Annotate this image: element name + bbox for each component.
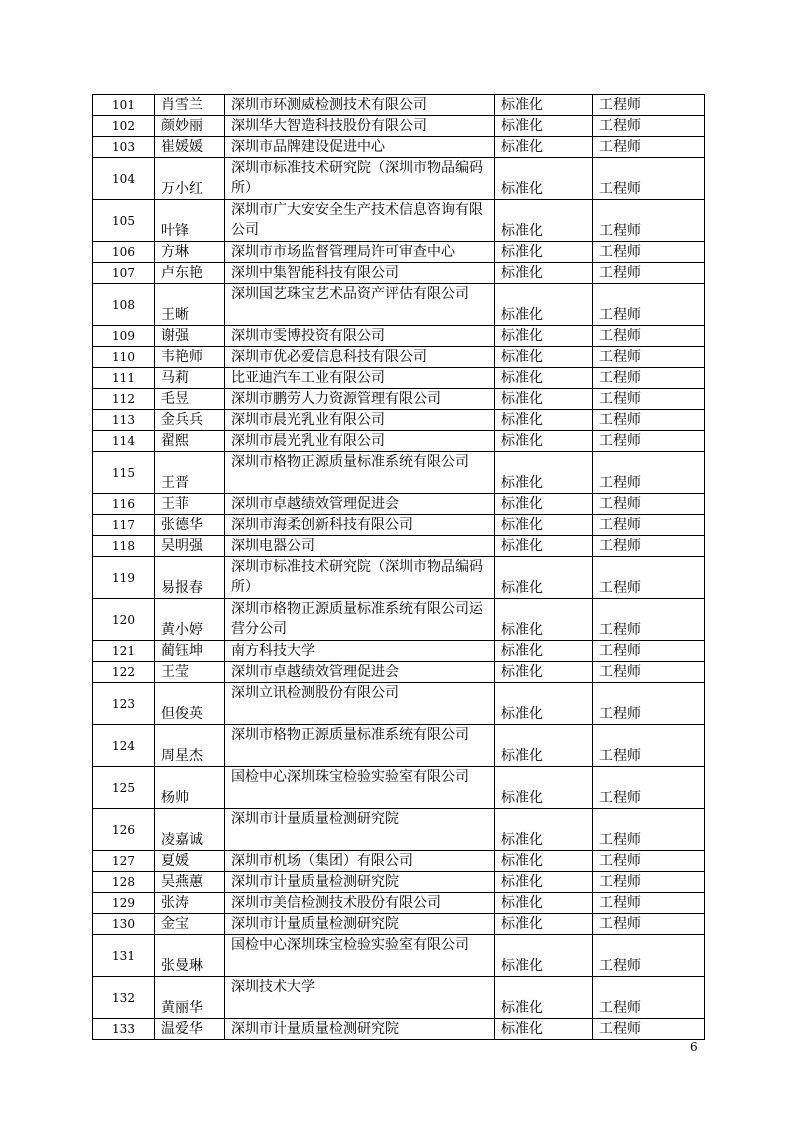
table-row bbox=[93, 431, 705, 452]
job-title: 工程师 bbox=[593, 284, 705, 326]
organization: 深圳市晨光乳业有限公司 bbox=[225, 431, 495, 452]
job-title: 工程师 bbox=[593, 536, 705, 557]
organization: 深圳电器公司 bbox=[225, 536, 495, 557]
job-title: 工程师 bbox=[593, 494, 705, 515]
job-title: 工程师 bbox=[593, 263, 705, 284]
job-title: 工程师 bbox=[593, 389, 705, 410]
person-name: 张涛 bbox=[155, 893, 225, 914]
row-number: 118 bbox=[93, 536, 155, 557]
person-name: 吴燕蕙 bbox=[155, 872, 225, 893]
job-title: 工程师 bbox=[593, 557, 705, 599]
specialty: 标准化 bbox=[495, 977, 593, 1019]
specialty: 标准化 bbox=[495, 599, 593, 641]
specialty: 标准化 bbox=[495, 641, 593, 662]
specialty: 标准化 bbox=[495, 137, 593, 158]
roster-body bbox=[93, 95, 705, 1040]
row-number: 104 bbox=[93, 158, 155, 200]
organization: 深圳中集智能科技有限公司 bbox=[225, 263, 495, 284]
person-name: 翟熙 bbox=[155, 431, 225, 452]
row-number: 103 bbox=[93, 137, 155, 158]
person-name: 王晋 bbox=[155, 452, 225, 494]
specialty: 标准化 bbox=[495, 1019, 593, 1040]
organization: 深圳市环测威检测技术有限公司 bbox=[225, 95, 495, 116]
job-title: 工程师 bbox=[593, 368, 705, 389]
organization: 深圳市晨光乳业有限公司 bbox=[225, 410, 495, 431]
table-row bbox=[93, 893, 705, 914]
table-row bbox=[93, 284, 705, 326]
person-name: 崔媛媛 bbox=[155, 137, 225, 158]
table-row bbox=[93, 137, 705, 158]
row-number: 110 bbox=[93, 347, 155, 368]
table-row bbox=[93, 557, 705, 599]
person-name: 谢强 bbox=[155, 326, 225, 347]
organization: 深圳市广大安安全生产技术信息咨询有限公司 bbox=[225, 200, 495, 242]
organization: 深圳市海柔创新科技有限公司 bbox=[225, 515, 495, 536]
job-title: 工程师 bbox=[593, 914, 705, 935]
organization: 国检中心深圳珠宝检验实验室有限公司 bbox=[225, 767, 495, 809]
specialty: 标准化 bbox=[495, 116, 593, 137]
person-name: 王莹 bbox=[155, 662, 225, 683]
row-number: 120 bbox=[93, 599, 155, 641]
organization: 比亚迪汽车工业有限公司 bbox=[225, 368, 495, 389]
person-name: 卢东艳 bbox=[155, 263, 225, 284]
specialty: 标准化 bbox=[495, 452, 593, 494]
table-row bbox=[93, 914, 705, 935]
person-name: 毛昱 bbox=[155, 389, 225, 410]
person-name: 王菲 bbox=[155, 494, 225, 515]
person-name: 马莉 bbox=[155, 368, 225, 389]
specialty: 标准化 bbox=[495, 536, 593, 557]
row-number: 131 bbox=[93, 935, 155, 977]
specialty: 标准化 bbox=[495, 767, 593, 809]
specialty: 标准化 bbox=[495, 242, 593, 263]
specialty: 标准化 bbox=[495, 347, 593, 368]
organization: 深圳市鹏劳人力资源管理有限公司 bbox=[225, 389, 495, 410]
specialty: 标准化 bbox=[495, 431, 593, 452]
table-row bbox=[93, 389, 705, 410]
table-row bbox=[93, 368, 705, 389]
organization: 深圳市计量质量检测研究院 bbox=[225, 914, 495, 935]
specialty: 标准化 bbox=[495, 851, 593, 872]
person-name: 杨帅 bbox=[155, 767, 225, 809]
table-row bbox=[93, 536, 705, 557]
row-number: 129 bbox=[93, 893, 155, 914]
table-row bbox=[93, 977, 705, 1019]
person-name: 夏媛 bbox=[155, 851, 225, 872]
table-row bbox=[93, 410, 705, 431]
table-row bbox=[93, 872, 705, 893]
organization: 南方科技大学 bbox=[225, 641, 495, 662]
job-title: 工程师 bbox=[593, 452, 705, 494]
specialty: 标准化 bbox=[495, 284, 593, 326]
job-title: 工程师 bbox=[593, 158, 705, 200]
organization: 深圳市标准技术研究院（深圳市物品编码所） bbox=[225, 557, 495, 599]
specialty: 标准化 bbox=[495, 158, 593, 200]
person-name: 黄丽华 bbox=[155, 977, 225, 1019]
specialty: 标准化 bbox=[495, 935, 593, 977]
job-title: 工程师 bbox=[593, 662, 705, 683]
job-title: 工程师 bbox=[593, 326, 705, 347]
table-row bbox=[93, 683, 705, 725]
row-number: 124 bbox=[93, 725, 155, 767]
specialty: 标准化 bbox=[495, 914, 593, 935]
job-title: 工程师 bbox=[593, 515, 705, 536]
person-name: 但俊英 bbox=[155, 683, 225, 725]
organization: 深圳市卓越绩效管理促进会 bbox=[225, 662, 495, 683]
job-title: 工程师 bbox=[593, 872, 705, 893]
table-row bbox=[93, 851, 705, 872]
job-title: 工程师 bbox=[593, 200, 705, 242]
job-title: 工程师 bbox=[593, 137, 705, 158]
row-number: 114 bbox=[93, 431, 155, 452]
table-row bbox=[93, 1019, 705, 1040]
table-row bbox=[93, 95, 705, 116]
table-row bbox=[93, 158, 705, 200]
job-title: 工程师 bbox=[593, 641, 705, 662]
row-number: 121 bbox=[93, 641, 155, 662]
job-title: 工程师 bbox=[593, 851, 705, 872]
table-row bbox=[93, 725, 705, 767]
row-number: 106 bbox=[93, 242, 155, 263]
job-title: 工程师 bbox=[593, 683, 705, 725]
row-number: 109 bbox=[93, 326, 155, 347]
table-row bbox=[93, 641, 705, 662]
table-row bbox=[93, 809, 705, 851]
row-number: 111 bbox=[93, 368, 155, 389]
specialty: 标准化 bbox=[495, 326, 593, 347]
person-name: 肖雪兰 bbox=[155, 95, 225, 116]
person-name: 金兵兵 bbox=[155, 410, 225, 431]
row-number: 105 bbox=[93, 200, 155, 242]
specialty: 标准化 bbox=[495, 200, 593, 242]
row-number: 116 bbox=[93, 494, 155, 515]
organization: 深圳市优必爱信息科技有限公司 bbox=[225, 347, 495, 368]
person-name: 张德华 bbox=[155, 515, 225, 536]
specialty: 标准化 bbox=[495, 494, 593, 515]
job-title: 工程师 bbox=[593, 809, 705, 851]
organization: 深圳市卓越绩效管理促进会 bbox=[225, 494, 495, 515]
job-title: 工程师 bbox=[593, 116, 705, 137]
person-name: 吴明强 bbox=[155, 536, 225, 557]
specialty: 标准化 bbox=[495, 95, 593, 116]
person-name: 凌嘉诚 bbox=[155, 809, 225, 851]
row-number: 102 bbox=[93, 116, 155, 137]
person-name: 蔺钰坤 bbox=[155, 641, 225, 662]
job-title: 工程师 bbox=[593, 410, 705, 431]
row-number: 128 bbox=[93, 872, 155, 893]
row-number: 117 bbox=[93, 515, 155, 536]
job-title: 工程师 bbox=[593, 95, 705, 116]
organization: 深圳国艺珠宝艺术品资产评估有限公司 bbox=[225, 284, 495, 326]
row-number: 133 bbox=[93, 1019, 155, 1040]
specialty: 标准化 bbox=[495, 662, 593, 683]
specialty: 标准化 bbox=[495, 683, 593, 725]
row-number: 108 bbox=[93, 284, 155, 326]
row-number: 130 bbox=[93, 914, 155, 935]
row-number: 112 bbox=[93, 389, 155, 410]
row-number: 123 bbox=[93, 683, 155, 725]
organization: 深圳市美信检测技术股份有限公司 bbox=[225, 893, 495, 914]
organization: 深圳市机场（集团）有限公司 bbox=[225, 851, 495, 872]
row-number: 107 bbox=[93, 263, 155, 284]
table-row bbox=[93, 347, 705, 368]
table-row bbox=[93, 935, 705, 977]
specialty: 标准化 bbox=[495, 893, 593, 914]
row-number: 125 bbox=[93, 767, 155, 809]
organization: 深圳立讯检测股份有限公司 bbox=[225, 683, 495, 725]
person-name: 韦艳师 bbox=[155, 347, 225, 368]
job-title: 工程师 bbox=[593, 599, 705, 641]
specialty: 标准化 bbox=[495, 263, 593, 284]
row-number: 122 bbox=[93, 662, 155, 683]
row-number: 127 bbox=[93, 851, 155, 872]
person-name: 万小红 bbox=[155, 158, 225, 200]
specialty: 标准化 bbox=[495, 389, 593, 410]
job-title: 工程师 bbox=[593, 347, 705, 368]
organization: 深圳市格物正源质量标准系统有限公司 bbox=[225, 725, 495, 767]
row-number: 115 bbox=[93, 452, 155, 494]
organization: 深圳市市场监督管理局许可审查中心 bbox=[225, 242, 495, 263]
specialty: 标准化 bbox=[495, 809, 593, 851]
person-name: 周星杰 bbox=[155, 725, 225, 767]
specialty: 标准化 bbox=[495, 557, 593, 599]
person-name: 黄小婷 bbox=[155, 599, 225, 641]
job-title: 工程师 bbox=[593, 431, 705, 452]
row-number: 126 bbox=[93, 809, 155, 851]
page-number: 6 bbox=[690, 1040, 698, 1054]
table-row bbox=[93, 326, 705, 347]
specialty: 标准化 bbox=[495, 872, 593, 893]
specialty: 标准化 bbox=[495, 368, 593, 389]
job-title: 工程师 bbox=[593, 935, 705, 977]
table-row bbox=[93, 200, 705, 242]
organization: 深圳技术大学 bbox=[225, 977, 495, 1019]
table-row bbox=[93, 662, 705, 683]
organization: 深圳市格物正源质量标准系统有限公司运营分公司 bbox=[225, 599, 495, 641]
row-number: 119 bbox=[93, 557, 155, 599]
specialty: 标准化 bbox=[495, 515, 593, 536]
table-row bbox=[93, 767, 705, 809]
organization: 深圳市品牌建设促进中心 bbox=[225, 137, 495, 158]
specialty: 标准化 bbox=[495, 410, 593, 431]
job-title: 工程师 bbox=[593, 725, 705, 767]
row-number: 132 bbox=[93, 977, 155, 1019]
table-row bbox=[93, 242, 705, 263]
job-title: 工程师 bbox=[593, 767, 705, 809]
person-name: 张曼琳 bbox=[155, 935, 225, 977]
job-title: 工程师 bbox=[593, 1019, 705, 1040]
organization: 深圳市格物正源质量标准系统有限公司 bbox=[225, 452, 495, 494]
organization: 深圳市计量质量检测研究院 bbox=[225, 872, 495, 893]
person-name: 金宝 bbox=[155, 914, 225, 935]
table-row bbox=[93, 452, 705, 494]
table-row bbox=[93, 515, 705, 536]
organization: 深圳市雯博投资有限公司 bbox=[225, 326, 495, 347]
job-title: 工程师 bbox=[593, 893, 705, 914]
person-name: 颜妙丽 bbox=[155, 116, 225, 137]
person-name: 王晰 bbox=[155, 284, 225, 326]
row-number: 113 bbox=[93, 410, 155, 431]
person-name: 方琳 bbox=[155, 242, 225, 263]
organization: 深圳市标准技术研究院（深圳市物品编码所） bbox=[225, 158, 495, 200]
table-row bbox=[93, 263, 705, 284]
specialty: 标准化 bbox=[495, 725, 593, 767]
person-name: 叶锋 bbox=[155, 200, 225, 242]
job-title: 工程师 bbox=[593, 977, 705, 1019]
job-title: 工程师 bbox=[593, 242, 705, 263]
organization: 深圳华大智造科技股份有限公司 bbox=[225, 116, 495, 137]
table-row bbox=[93, 494, 705, 515]
table-row bbox=[93, 599, 705, 641]
organization: 深圳市计量质量检测研究院 bbox=[225, 1019, 495, 1040]
organization: 国检中心深圳珠宝检验实验室有限公司 bbox=[225, 935, 495, 977]
person-name: 易报春 bbox=[155, 557, 225, 599]
row-number: 101 bbox=[93, 95, 155, 116]
roster-table bbox=[92, 94, 705, 1040]
organization: 深圳市计量质量检测研究院 bbox=[225, 809, 495, 851]
table-row bbox=[93, 116, 705, 137]
person-name: 温爱华 bbox=[155, 1019, 225, 1040]
